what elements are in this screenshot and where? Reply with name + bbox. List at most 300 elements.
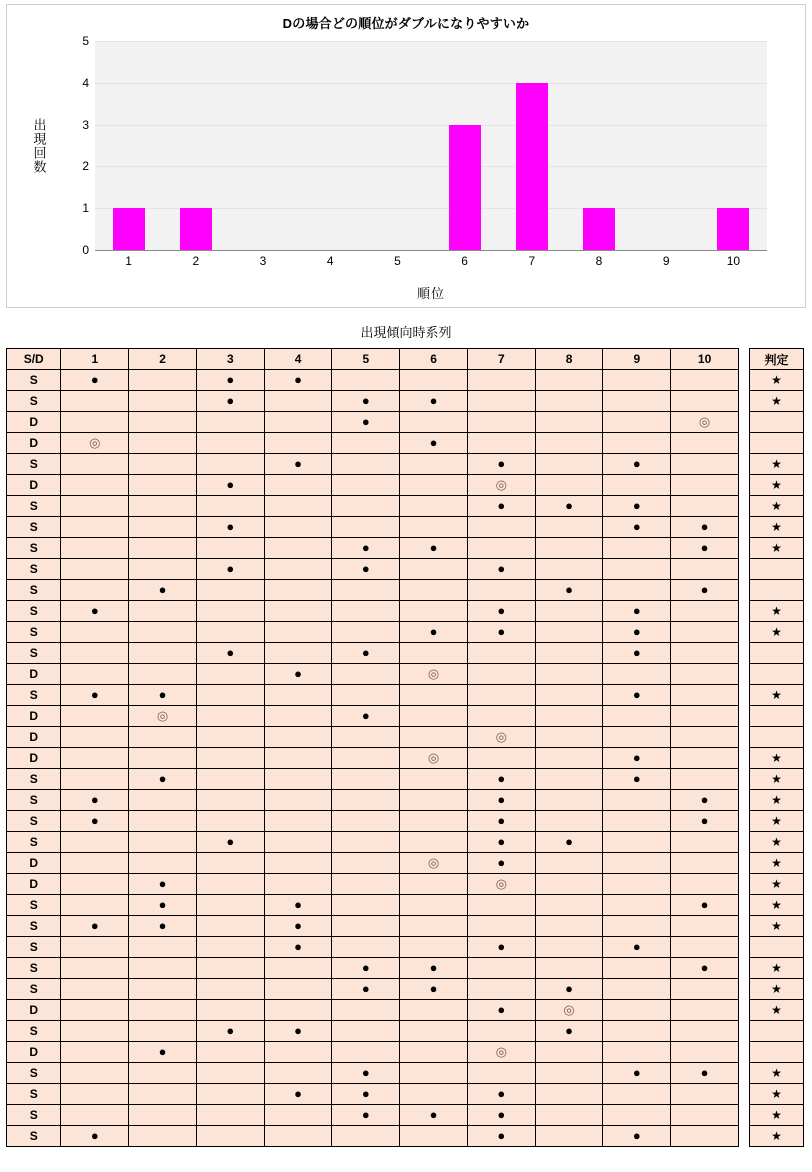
cell-sd: S [7,454,61,475]
cell-mark [129,580,197,601]
table-row [7,979,739,1000]
x-tick-label: 1 [125,254,132,268]
cell-mark [264,580,332,601]
cell-mark [264,622,332,643]
dot-icon: ● [294,372,302,387]
cell-mark [129,874,197,895]
cell-sd: S [7,895,61,916]
cell-mark [61,790,129,811]
cell-mark [196,874,264,895]
double-circle-icon: ◎ [427,855,440,870]
cell-mark [400,475,468,496]
star-icon: ★ [771,982,782,996]
cell-mark [535,748,603,769]
cell-sd: S [7,1105,61,1126]
dot-icon: ● [294,1086,302,1101]
cell-mark [332,370,400,391]
cell-mark [603,664,671,685]
cell-mark [467,580,535,601]
star-icon: ★ [771,898,782,912]
cell-mark [671,685,739,706]
cell-sd: S [7,685,61,706]
cell-mark [671,601,739,622]
cell-mark [671,874,739,895]
cell-mark [400,874,468,895]
cell-mark [603,916,671,937]
table-row [7,874,739,895]
judge-header-cell: 判定 [750,349,804,370]
y-axis-tick-labels [63,34,89,257]
dot-icon: ● [497,771,506,786]
cell-judge [750,1105,804,1126]
dot-icon: ● [497,834,506,849]
dot-icon: ● [361,708,370,723]
bar-slot [364,41,431,250]
dot-icon: ● [90,687,99,702]
bar-slot [229,41,296,250]
cell-mark [603,874,671,895]
double-circle-icon: ◎ [563,1002,575,1017]
cell-mark [332,517,400,538]
star-icon: ★ [771,919,782,933]
cell-mark [467,832,535,853]
star-icon: ★ [771,856,782,870]
dot-icon: ● [632,498,641,513]
cell-mark [264,916,332,937]
table-row [7,1105,739,1126]
table-row [7,769,739,790]
cell-sd: S [7,979,61,1000]
star-icon: ★ [771,478,782,492]
judge-row [750,1042,804,1063]
cell-mark [400,916,468,937]
cell-mark [400,601,468,622]
star-icon: ★ [771,625,782,639]
cell-judge [750,874,804,895]
cell-mark [264,601,332,622]
cell-mark [61,454,129,475]
cell-mark [61,1021,129,1042]
cell-judge [750,832,804,853]
cell-sd: S [7,496,61,517]
cell-mark [535,1000,603,1021]
table-row [7,664,739,685]
table-row [7,1063,739,1084]
dot-icon: ● [226,477,235,492]
cell-mark [400,538,468,559]
judge-row [750,391,804,412]
cell-mark [332,790,400,811]
cell-mark [535,643,603,664]
cell-mark [129,895,197,916]
cell-mark [671,1084,739,1105]
cell-mark [603,958,671,979]
judge-row [750,664,804,685]
dot-icon: ● [90,792,99,807]
double-circle-icon: ◎ [427,666,440,681]
cell-mark [264,496,332,517]
cell-mark [332,601,400,622]
x-axis-tick-labels [95,254,767,268]
cell-mark [196,937,264,958]
judgement-table [749,348,804,1147]
cell-mark [603,412,671,433]
x-tick-label: 7 [528,254,536,268]
dot-icon: ● [226,1023,235,1038]
table-row [7,622,739,643]
dot-icon: ● [90,813,99,828]
star-icon: ★ [771,1003,782,1017]
cell-mark [264,1084,332,1105]
cell-judge [750,979,804,1000]
dot-icon: ● [294,666,302,681]
cell-mark [61,874,129,895]
table-row [7,1021,739,1042]
cell-mark [603,790,671,811]
cell-mark [535,979,603,1000]
cell-mark [264,1021,332,1042]
cell-mark [332,1126,400,1147]
cell-mark [196,769,264,790]
cell-mark [332,538,400,559]
bar-slot [162,41,229,250]
judge-row [750,958,804,979]
cell-mark [129,790,197,811]
cell-mark [467,748,535,769]
cell-mark [332,454,400,475]
table-row [7,559,739,580]
cell-mark [129,1000,197,1021]
bar [180,208,212,250]
cell-mark [603,727,671,748]
judge-row [750,853,804,874]
dot-icon: ● [361,393,370,408]
cell-mark [400,580,468,601]
bar-slot [431,41,498,250]
cell-mark [603,559,671,580]
cell-mark [603,895,671,916]
cell-mark [332,580,400,601]
cell-mark [467,706,535,727]
cell-mark [332,958,400,979]
cell-judge [750,496,804,517]
judge-row [750,1063,804,1084]
cell-mark [196,748,264,769]
cell-mark [129,937,197,958]
judge-row [750,727,804,748]
cell-mark [332,811,400,832]
cell-mark [467,853,535,874]
dot-icon: ● [497,603,506,618]
cell-mark [129,685,197,706]
table-row [7,1000,739,1021]
cell-mark [61,1126,129,1147]
dot-icon: ● [497,498,506,513]
cell-mark [603,1063,671,1084]
cell-sd: D [7,433,61,454]
cell-mark [61,412,129,433]
cell-sd: D [7,1000,61,1021]
cell-mark [671,433,739,454]
bar [449,125,481,250]
cell-mark [400,391,468,412]
cell-mark [264,748,332,769]
cell-mark [196,391,264,412]
cell-mark [264,454,332,475]
table-row [7,727,739,748]
cell-judge [750,1042,804,1063]
cell-mark [400,790,468,811]
cell-mark [671,391,739,412]
cell-mark [603,538,671,559]
dot-icon: ● [294,897,302,912]
cell-judge [750,517,804,538]
cell-mark [196,454,264,475]
cell-mark [61,706,129,727]
dot-icon: ● [632,456,641,471]
cell-sd: D [7,748,61,769]
cell-mark [671,1000,739,1021]
tables-wrapper [6,348,806,1147]
cell-mark [61,895,129,916]
cell-mark [400,1084,468,1105]
cell-sd: S [7,1084,61,1105]
cell-mark [671,706,739,727]
dot-icon: ● [632,939,641,954]
cell-mark [129,664,197,685]
cell-mark [196,706,264,727]
cell-mark [467,1105,535,1126]
cell-mark [603,622,671,643]
cell-judge [750,370,804,391]
cell-mark [671,664,739,685]
bar [516,83,548,250]
cell-mark [535,727,603,748]
cell-mark [671,895,739,916]
cell-mark [61,853,129,874]
judge-row [750,937,804,958]
column-header: 9 [603,349,671,370]
cell-sd: S [7,1021,61,1042]
cell-mark [196,916,264,937]
cell-mark [535,601,603,622]
cell-mark [603,685,671,706]
star-icon: ★ [771,961,782,975]
table-body [7,370,739,1147]
table-row [7,853,739,874]
cell-mark [535,664,603,685]
column-header: 8 [535,349,603,370]
cell-mark [332,979,400,1000]
star-icon: ★ [771,499,782,513]
cell-mark [671,517,739,538]
x-tick-label: 10 [726,254,741,268]
cell-mark [400,1063,468,1084]
cell-mark [400,937,468,958]
cell-sd: S [7,1126,61,1147]
cell-mark [467,979,535,1000]
cell-mark [264,811,332,832]
star-icon: ★ [771,814,782,828]
cell-mark [467,601,535,622]
cell-mark [264,517,332,538]
cell-mark [603,454,671,475]
cell-mark [535,874,603,895]
cell-mark [264,370,332,391]
judge-row [750,769,804,790]
cell-judge [750,727,804,748]
cell-mark [129,391,197,412]
judge-row [750,832,804,853]
column-header: 3 [196,349,264,370]
bar [113,208,145,250]
cell-sd: S [7,769,61,790]
dot-icon: ● [226,372,235,387]
cell-mark [332,748,400,769]
cell-mark [61,811,129,832]
cell-mark [467,1126,535,1147]
cell-mark [535,580,603,601]
cell-mark [129,853,197,874]
cell-mark [129,727,197,748]
cell-judge [750,790,804,811]
cell-mark [129,1084,197,1105]
table-row [7,811,739,832]
star-icon: ★ [771,751,782,765]
cell-mark [61,433,129,454]
cell-mark [332,1063,400,1084]
dot-icon: ● [565,981,573,996]
cell-mark [671,937,739,958]
dot-icon: ● [294,918,302,933]
cell-mark [61,937,129,958]
cell-mark [671,1105,739,1126]
cell-mark [264,958,332,979]
cell-mark [535,622,603,643]
cell-mark [129,517,197,538]
cell-mark [61,622,129,643]
cell-mark [535,832,603,853]
cell-judge [750,643,804,664]
cell-mark [61,769,129,790]
cell-sd: S [7,790,61,811]
cell-mark [467,1042,535,1063]
cell-mark [264,706,332,727]
cell-mark [129,958,197,979]
cell-mark [535,853,603,874]
plot-area [95,41,767,251]
cell-mark [264,538,332,559]
table-row [7,454,739,475]
cell-mark [61,538,129,559]
cell-mark [61,916,129,937]
cell-mark [61,664,129,685]
cell-mark [264,412,332,433]
cell-sd: D [7,853,61,874]
cell-mark [196,559,264,580]
table-row [7,790,739,811]
x-tick-label: 9 [662,254,670,268]
cell-mark [61,559,129,580]
cell-judge [750,475,804,496]
cell-mark [535,958,603,979]
dot-icon: ● [632,750,641,765]
dot-icon: ● [429,960,438,975]
cell-mark [196,727,264,748]
cell-mark [129,1021,197,1042]
judge-row [750,1105,804,1126]
cell-mark [400,1105,468,1126]
dot-icon: ● [632,645,641,660]
cell-mark [603,937,671,958]
double-circle-icon: ◎ [89,435,101,450]
cell-mark [535,1105,603,1126]
bar-series [95,41,767,250]
cell-mark [671,958,739,979]
table-row [7,1126,739,1147]
judge-row [750,706,804,727]
cell-mark [196,958,264,979]
cell-mark [196,685,264,706]
cell-mark [535,412,603,433]
cell-mark [603,853,671,874]
dot-icon: ● [90,918,99,933]
dot-icon: ● [361,561,370,576]
y-tick-label: 4 [82,75,89,90]
table-row [7,475,739,496]
cell-mark [671,559,739,580]
cell-mark [332,727,400,748]
cell-mark [400,769,468,790]
cell-mark [129,1105,197,1126]
cell-mark [603,832,671,853]
cell-mark [535,895,603,916]
dot-icon: ● [429,540,438,555]
table-section [0,322,812,1147]
cell-mark [535,559,603,580]
x-tick-label: 8 [595,254,603,268]
dot-icon: ● [361,645,370,660]
dot-icon: ● [632,519,641,534]
cell-mark [129,916,197,937]
judge-row [750,1021,804,1042]
cell-mark [671,538,739,559]
dot-icon: ● [700,582,709,597]
dot-icon: ● [226,834,235,849]
cell-mark [467,433,535,454]
cell-mark [332,916,400,937]
table-row [7,706,739,727]
judge-row [750,475,804,496]
dot-icon: ● [361,981,370,996]
dot-icon: ● [361,540,370,555]
cell-mark [61,580,129,601]
dot-icon: ● [90,372,99,387]
table-row [7,538,739,559]
dot-icon: ● [700,1065,709,1080]
dot-icon: ● [158,771,167,786]
y-axis-title [29,41,49,250]
cell-mark [671,979,739,1000]
cell-mark [400,433,468,454]
x-tick-label: 6 [461,254,468,268]
cell-mark [467,622,535,643]
cell-mark [61,475,129,496]
double-circle-icon: ◎ [698,414,711,429]
cell-sd: S [7,643,61,664]
table-row [7,496,739,517]
table-row [7,580,739,601]
